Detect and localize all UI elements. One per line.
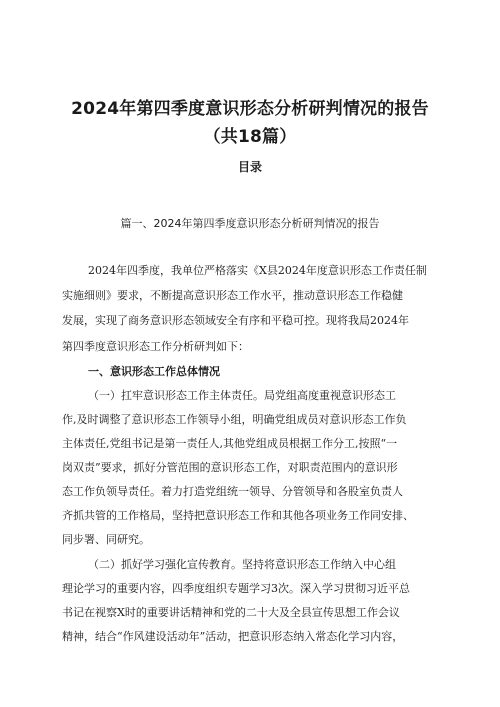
document-title: 2024年第四季度意识形态分析研判情况的报告 [71,99,429,119]
chapter-title: 篇一、2024年第四季度意识形态分析研判情况的报告 [120,217,380,230]
body-line-6: （一）扛牢意识形态工作主体责任。局党组高度重视意识形态工 [88,389,396,402]
body-line-1: 2024年四季度，我单位严格落实《X县2024年度意识形态工作责任制 [88,264,427,277]
body-line-13: （二）抓好学习强化宣传教育。坚持将意识形态工作纳入中心组 [88,558,396,571]
body-line-3: 发展，实现了商务意识形态领域安全有序和平稳可控。现将我局2024年 [62,314,409,327]
body-line-15: 书记在视察X时的重要讲话精神和党的二十大及全县宣传思想工作会议 [62,606,400,619]
body-line-7: 作,及时调整了意识形态工作领导小组，明确党组成员对意识形态工作负 [62,413,407,426]
body-line-4: 第四季度意识形态工作分析研判如下： [62,340,249,353]
toc-heading: 目录 [237,160,262,174]
document-subtitle: （共18篇） [203,127,297,147]
body-line-16: 精神，结合“作风建设活动年”活动，把意识形态纳入常态化学习内容， [62,630,404,643]
body-line-11: 齐抓共管的工作格局，坚持把意识形态工作和其他各项业务工作同安排、 [62,509,414,522]
body-line-12: 同步署、同研究。 [62,533,150,546]
body-line-2: 实施细则》要求，不断提高意识形态工作水平，推动意识形态工作稳健 [62,289,403,302]
section-heading-1: 一、意识形态工作总体情况 [88,365,220,378]
body-line-8: 主体责任,党组书记是第一责任人,其他党组成员根据工作分工,按照“一 [62,437,398,450]
body-line-10: 态工作负领导责任。着力打造党组统一领导、分管领导和各股室负责人 [62,485,403,498]
body-line-9: 岗双责”要求，抓好分管范围的意识形态工作，对职责范围内的意识形 [62,461,398,474]
body-line-14: 理论学习的重要内容，四季度组织专题学习3次。深入学习贯彻习近平总 [62,582,410,595]
